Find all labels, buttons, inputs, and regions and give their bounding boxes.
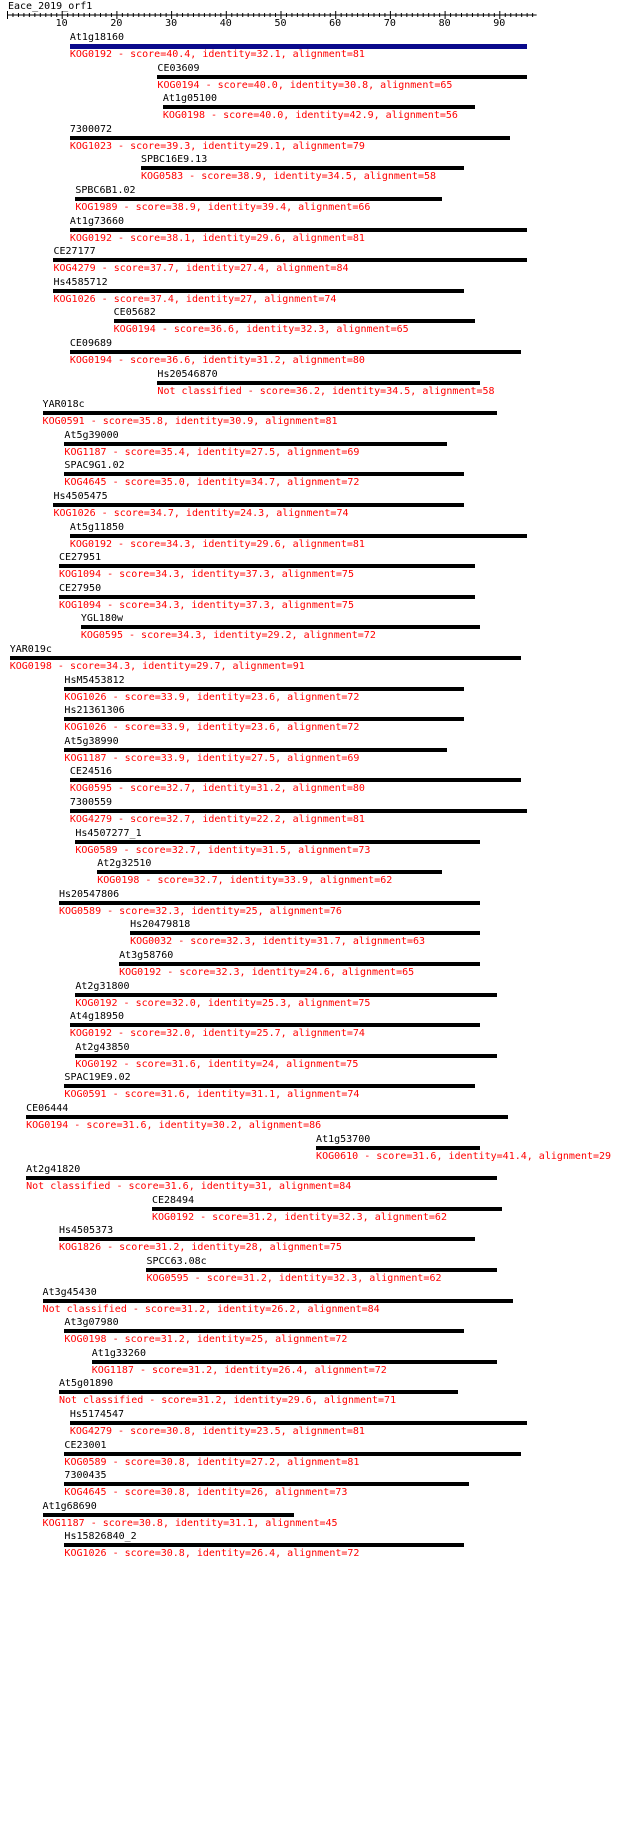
hit-description[interactable]: KOG1187 - score=35.4, identity=27.5, alignment=69: [64, 446, 360, 458]
hit-description[interactable]: KOG4279 - score=32.7, identity=22.2, alignment=81: [69, 814, 365, 825]
hit-description[interactable]: KOG1026 - score=30.8, identity=26.4, alignment=72: [64, 1548, 360, 1560]
hit-name: CE27177: [53, 246, 96, 258]
hit-alignment-bar[interactable]: [70, 778, 521, 782]
hit-name: At1g05100: [162, 93, 218, 105]
axis-tick-label: 70: [383, 18, 396, 29]
hit-description[interactable]: KOG0192 - score=31.6, identity=24, alignment=75: [75, 1058, 359, 1070]
hit-description[interactable]: KOG4645 - score=35.0, identity=34.7, alignment=72: [64, 477, 360, 489]
hit-alignment-bar[interactable]: [114, 319, 475, 323]
hit-name: SPBC6B1.02: [75, 185, 136, 196]
hit-name: SPCC63.08c: [146, 1256, 207, 1267]
hit-description[interactable]: KOG1187 - score=31.2, identity=26.4, alignment=72: [91, 1364, 387, 1376]
hit-description[interactable]: KOG1026 - score=33.9, identity=23.6, alignment=72: [64, 722, 360, 734]
hit-alignment-bar[interactable]: [130, 931, 480, 935]
hit-alignment-bar[interactable]: [119, 962, 480, 966]
hit-description[interactable]: KOG0194 - score=36.6, identity=31.2, alignment=80: [69, 355, 365, 366]
hit-name: At3g58760: [119, 950, 174, 961]
hit-name: At2g43850: [75, 1041, 130, 1053]
hit-name: HsM5453812: [64, 674, 125, 686]
hit-alignment-bar[interactable]: [75, 993, 496, 997]
hit-description[interactable]: KOG1026 - score=33.9, identity=23.6, alignment=72: [64, 691, 360, 703]
hit-description[interactable]: KOG0194 - score=40.0, identity=30.8, alignment=65: [157, 79, 453, 91]
hit-name: 7300072: [69, 123, 113, 135]
hit-alignment-bar[interactable]: [316, 1146, 480, 1150]
hit-alignment-bar[interactable]: [70, 809, 527, 813]
axis-tick-label: 40: [219, 18, 232, 29]
hit-name: CE23001: [64, 1439, 107, 1451]
hit-name: YAR019c: [9, 644, 52, 655]
hit-description[interactable]: KOG0591 - score=35.8, identity=30.9, alignment=81: [42, 416, 338, 428]
hit-alignment-bar[interactable]: [53, 258, 526, 262]
hit-alignment-bar[interactable]: [53, 289, 463, 293]
query-title: Eace_2019_orf1: [8, 1, 93, 12]
hit-alignment-bar[interactable]: [43, 1299, 513, 1303]
hit-name: CE27951: [58, 552, 102, 564]
hit-description[interactable]: KOG1094 - score=34.3, identity=37.3, alignment=75: [58, 569, 354, 581]
hit-alignment-bar[interactable]: [64, 1452, 521, 1456]
hit-description[interactable]: KOG0194 - score=36.6, identity=32.3, alignment=65: [113, 324, 409, 336]
hit-alignment-bar[interactable]: [59, 595, 475, 599]
hit-name: At5g38990: [64, 735, 119, 747]
hit-name: SPAC9G1.02: [64, 460, 125, 472]
hit-alignment-bar[interactable]: [64, 1084, 474, 1088]
axis-tick-label: 30: [165, 18, 178, 29]
hit-alignment-bar[interactable]: [157, 75, 526, 79]
hit-name: At1g18160: [69, 32, 125, 43]
hit-alignment-bar[interactable]: [64, 748, 447, 752]
hit-alignment-bar[interactable]: [64, 472, 463, 476]
hit-alignment-bar[interactable]: [70, 228, 527, 232]
hit-name: At2g31800: [75, 980, 130, 992]
axis-tick-label: 10: [55, 18, 68, 29]
hit-description[interactable]: KOG1023 - score=39.3, identity=29.1, alignment=79: [69, 140, 365, 152]
hit-description[interactable]: KOG0192 - score=38.1, identity=29.6, alignment=81: [69, 232, 365, 244]
hit-description[interactable]: KOG0589 - score=32.7, identity=31.5, alignment=73: [75, 844, 371, 856]
hit-name: CE03609: [157, 62, 200, 74]
hit-alignment-bar[interactable]: [81, 625, 480, 629]
hit-name: 7300435: [64, 1470, 107, 1482]
axis-tick-label: 50: [274, 18, 287, 29]
hit-alignment-bar[interactable]: [64, 1482, 469, 1486]
hit-description[interactable]: KOG1989 - score=38.9, identity=39.4, alignment=66: [75, 202, 371, 213]
hit-alignment-bar[interactable]: [43, 1513, 295, 1517]
hit-alignment-bar[interactable]: [75, 197, 441, 201]
hit-description[interactable]: KOG0595 - score=31.2, identity=32.3, alignment=62: [146, 1273, 442, 1284]
hit-description[interactable]: KOG0032 - score=32.3, identity=31.7, alignment=63: [130, 936, 426, 948]
axis-tick-label: 80: [438, 18, 451, 29]
hit-description[interactable]: KOG1094 - score=34.3, identity=37.3, alignment=75: [58, 599, 354, 611]
hit-alignment-bar[interactable]: [70, 136, 510, 140]
hit-alignment-bar[interactable]: [26, 1176, 496, 1180]
axis-tick-label: 60: [329, 18, 342, 29]
hit-name: Hs21361306: [64, 705, 125, 717]
hit-alignment-bar[interactable]: [59, 901, 480, 905]
hit-alignment-bar[interactable]: [141, 166, 464, 170]
hit-name: SPAC19E9.02: [64, 1072, 131, 1084]
hit-alignment-bar[interactable]: [43, 411, 497, 415]
hit-alignment-bar[interactable]: [26, 1115, 507, 1119]
hit-description[interactable]: KOG0198 - score=40.0, identity=42.9, alignment=56: [162, 110, 458, 122]
hit-name: Hs20479818: [130, 919, 191, 931]
hit-name: Hs5174547: [69, 1409, 125, 1420]
hit-name: At3g07980: [64, 1317, 119, 1329]
hit-name: Hs4507277_1: [75, 827, 142, 839]
hit-name: At5g39000: [64, 429, 119, 441]
hit-alignment-bar[interactable]: [64, 442, 447, 446]
hit-description[interactable]: Not classified - score=31.2, identity=29.6, alignment=71: [58, 1395, 397, 1407]
hit-description[interactable]: KOG0192 - score=32.3, identity=24.6, alignment=65: [119, 967, 415, 978]
hit-name: At4g18950: [69, 1011, 125, 1023]
axis-tick-label: 90: [493, 18, 506, 29]
hit-description[interactable]: KOG0583 - score=38.9, identity=34.5, alignment=58: [141, 171, 437, 183]
hit-description[interactable]: Not classified - score=31.6, identity=31, alignment=84: [26, 1181, 352, 1193]
hit-description[interactable]: KOG1026 - score=37.4, identity=27, alignment=74: [53, 293, 337, 305]
hit-description[interactable]: Not classified - score=31.2, identity=26.2, alignment=84: [42, 1303, 380, 1315]
hit-name: CE06444: [26, 1103, 69, 1114]
hit-name: At1g68690: [42, 1500, 97, 1512]
hit-description[interactable]: KOG0610 - score=31.6, identity=41.4, alignment=29: [316, 1150, 612, 1162]
hit-alignment-bar[interactable]: [59, 564, 475, 568]
hit-description[interactable]: KOG0595 - score=32.7, identity=31.2, alignment=80: [69, 783, 365, 795]
hit-name: Hs4585712: [53, 276, 108, 288]
hit-name: At1g33260: [91, 1347, 146, 1359]
hit-alignment-bar[interactable]: [75, 1054, 496, 1058]
hit-alignment-bar[interactable]: [146, 1268, 496, 1272]
hit-name: CE24516: [69, 766, 113, 778]
hit-name: CE09689: [69, 338, 113, 349]
hit-alignment-bar[interactable]: [59, 1390, 458, 1394]
hit-name: CE28494: [151, 1194, 195, 1206]
hit-alignment-bar[interactable]: [70, 350, 521, 354]
hit-name: Hs20547806: [58, 888, 120, 900]
hit-description[interactable]: KOG0192 - score=31.2, identity=32.3, alignment=62: [151, 1211, 447, 1223]
hit-name: Hs15826840_2: [64, 1531, 137, 1543]
hit-name: Hs20546870: [157, 368, 218, 380]
hit-description[interactable]: KOG0595 - score=34.3, identity=29.2, alignment=72: [80, 630, 376, 642]
hit-alignment-bar[interactable]: [157, 381, 480, 385]
hit-name: At5g11850: [69, 521, 125, 533]
hit-name: SPBC16E9.13: [141, 154, 208, 166]
hit-description[interactable]: KOG0198 - score=31.2, identity=25, alignment=72: [64, 1334, 348, 1346]
hit-name: At5g01890: [58, 1378, 114, 1390]
hit-description[interactable]: KOG4279 - score=30.8, identity=23.5, alignment=81: [69, 1426, 365, 1437]
hit-name: YGL180w: [80, 613, 123, 625]
hit-alignment-bar[interactable]: [64, 717, 463, 721]
hit-description[interactable]: KOG1026 - score=34.7, identity=24.3, alignment=74: [53, 508, 349, 519]
hit-description[interactable]: KOG0591 - score=31.6, identity=31.1, alignment=74: [64, 1089, 360, 1101]
hit-description[interactable]: KOG0198 - score=32.7, identity=33.9, alignment=62: [97, 875, 393, 887]
hit-description[interactable]: KOG1187 - score=30.8, identity=31.1, alignment=45: [42, 1517, 338, 1529]
hit-name: Hs4505475: [53, 491, 108, 502]
hit-alignment-bar[interactable]: [152, 1207, 502, 1211]
hit-description[interactable]: KOG4279 - score=37.7, identity=27.4, alignment=84: [53, 263, 349, 275]
hit-name: At1g53700: [316, 1133, 371, 1145]
hit-name: At2g41820: [26, 1164, 81, 1176]
hit-alignment-bar[interactable]: [70, 534, 527, 538]
hit-description[interactable]: KOG0589 - score=30.8, identity=27.2, alignment=81: [64, 1456, 360, 1468]
hit-alignment-bar[interactable]: [53, 503, 463, 507]
hit-alignment-bar[interactable]: [75, 840, 480, 844]
hit-name: YAR018c: [42, 399, 85, 411]
hit-description[interactable]: KOG0192 - score=32.0, identity=25.3, alignment=75: [75, 997, 371, 1009]
hit-description[interactable]: KOG0198 - score=34.3, identity=29.7, alignment=91: [9, 661, 305, 672]
hit-description[interactable]: KOG1187 - score=33.9, identity=27.5, alignment=69: [64, 752, 360, 764]
hit-description[interactable]: KOG0192 - score=34.3, identity=29.6, alignment=81: [69, 538, 365, 550]
hit-alignment-bar[interactable]: [70, 1421, 527, 1425]
hit-alignment-bar[interactable]: [163, 105, 475, 109]
hit-description[interactable]: Not classified - score=36.2, identity=34.5, alignment=58: [157, 385, 495, 397]
hit-alignment-bar[interactable]: [59, 1237, 475, 1241]
hit-alignment-bar[interactable]: [64, 1543, 463, 1547]
hit-name: Hs4505373: [58, 1225, 114, 1237]
hit-alignment-bar[interactable]: [64, 687, 463, 691]
hit-description[interactable]: KOG0194 - score=31.6, identity=30.2, alignment=86: [26, 1120, 322, 1131]
hit-name: CE05682: [113, 307, 156, 319]
hit-description[interactable]: KOG0192 - score=32.0, identity=25.7, alignment=74: [69, 1028, 365, 1040]
hit-description[interactable]: KOG0589 - score=32.3, identity=25, alignment=76: [58, 905, 342, 917]
hit-alignment-bar[interactable]: [92, 1360, 497, 1364]
hit-name: At2g32510: [97, 858, 152, 870]
hit-alignment-bar[interactable]: [10, 656, 521, 660]
hit-description[interactable]: KOG1826 - score=31.2, identity=28, alignment=75: [58, 1242, 342, 1254]
hit-alignment-bar[interactable]: [97, 870, 442, 874]
hit-name: CE27950: [58, 582, 102, 594]
hit-alignment-bar[interactable]: [64, 1329, 463, 1333]
hit-description[interactable]: KOG4645 - score=30.8, identity=26, alignment=73: [64, 1487, 348, 1499]
hit-description[interactable]: KOG0192 - score=40.4, identity=32.1, alignment=81: [69, 49, 365, 60]
hit-name: At1g73660: [69, 215, 125, 227]
hit-name: 7300559: [69, 797, 113, 808]
query-axis: [0, 0, 620, 32]
hit-name: At3g45430: [42, 1286, 97, 1298]
hit-alignment-bar[interactable]: [70, 1023, 480, 1027]
axis-tick-label: 20: [110, 18, 123, 29]
